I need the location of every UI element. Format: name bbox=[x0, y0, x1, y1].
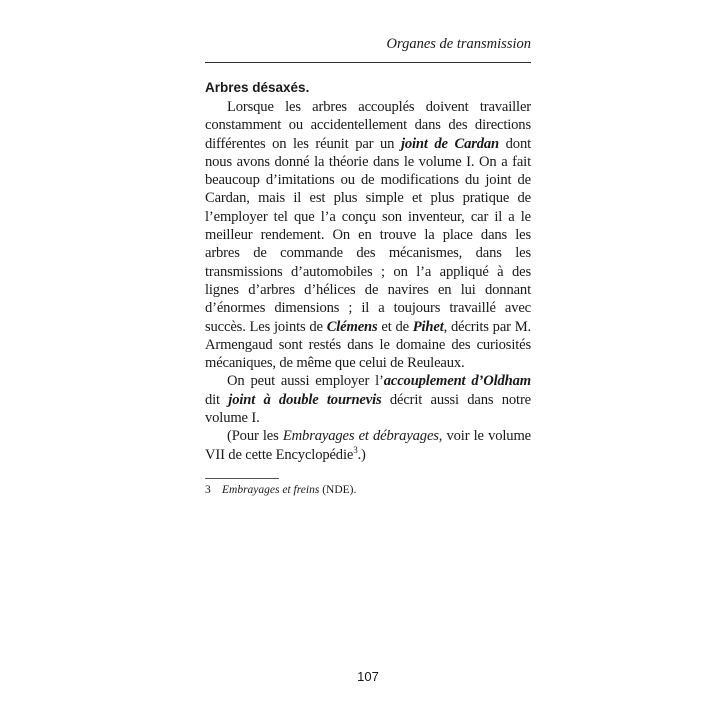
title-embrayages: Embrayages et débrayages bbox=[282, 428, 439, 445]
text: Lorsque les arbres accouplés doivent travailler constamment ou accidentellement dans des directions différentes on les réunit par un bbox=[205, 99, 531, 152]
footnote-ref[interactable]: 3 bbox=[353, 444, 358, 455]
text: , décrits par M. Armengaud sont restés dans le domaine des curiosités mécaniques, de même que celui de Reuleaux. bbox=[205, 318, 532, 372]
paragraph-1 bbox=[205, 98, 531, 372]
footnote-title: Embrayages et freins bbox=[222, 484, 320, 496]
text: , voir le volume VII de cette Encyclopédie bbox=[205, 428, 531, 463]
text: et de bbox=[377, 318, 413, 335]
text: On peut aussi employer l’ bbox=[227, 373, 384, 390]
header-rule bbox=[205, 62, 531, 63]
text: dit bbox=[205, 391, 229, 408]
footnote bbox=[205, 484, 356, 496]
term-accouplement-oldham: accouplement d’Oldham bbox=[383, 373, 531, 390]
term-clemens: Clémens bbox=[326, 318, 378, 335]
text: dont nous avons donné la théorie dans le volume I. On a fait beaucoup d’imitations ou de modifications du joint de Cardan, mais il est plus simple et plus pratique de l’employer tel que l’a conçu son inventeur, car il a le meilleur rendement. On en trouve la place dans les arbres de commande des mécanismes, dans les transmissions d’automobiles ; on l’a appliqué à des lignes d’arbres d’hélices de navires en lui donnant d’énormes dimensions ; il a toujours travaillé avec succès. Les joints de bbox=[205, 135, 532, 335]
footnote-number: 3 bbox=[205, 484, 211, 496]
text: (Pour les bbox=[227, 428, 283, 445]
term-joint-de-cardan: joint de Cardan bbox=[400, 135, 500, 152]
running-head: Organes de transmission bbox=[386, 36, 531, 52]
page-number: 107 bbox=[357, 669, 379, 684]
text: décrit aussi dans notre volume I. bbox=[205, 391, 531, 427]
footnote-rule bbox=[205, 478, 279, 479]
paragraph-3 bbox=[205, 427, 531, 464]
body-text bbox=[205, 98, 531, 464]
footnote-text: (NDE). bbox=[319, 484, 357, 496]
term-joint-double-tournevis: joint à double tournevis bbox=[228, 391, 382, 408]
section-heading: Arbres désaxés. bbox=[205, 80, 310, 95]
term-pihet: Pihet bbox=[412, 318, 444, 335]
text: .) bbox=[357, 446, 366, 463]
paragraph-2 bbox=[205, 372, 531, 427]
